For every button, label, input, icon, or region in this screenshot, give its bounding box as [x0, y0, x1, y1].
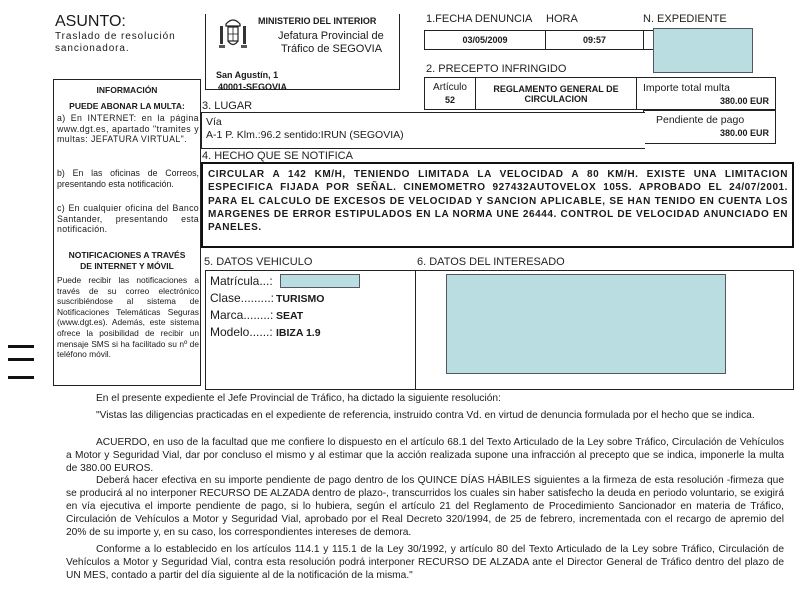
- resolution-appeal: Conforme a lo establecido en los artículos 114.1 y 115.1 de la Ley 30/1992, y artículo 80 del Texto Articulado de la Ley sobre Tráfico, Circulación de Vehículos a Motor y Seguridad Vial, contra esta resolución podrá interponer RECURSO DE ALZADA ante el Director General de Tráfico dentro del plazo de UN MES, contado a partir del día siguiente al de la notificación de la misma.": [66, 544, 784, 581]
- fecha-value: 03/05/2009: [425, 31, 546, 49]
- ministry-title: MINISTERIO DEL INTERIOR: [258, 16, 377, 26]
- hecho-label: 4. HECHO QUE SE NOTIFICA: [202, 150, 353, 162]
- ministry-address-1: San Agustín, 1: [216, 70, 279, 80]
- notif-text: Puede recibir las notificaciones a través de su correo electrónico suscribiéndose al sistema de Notificaciones Telemáticas Seguras (www.dgt.es). Además, este sistema ofrece la posibilidad de recibir un mensaje SMS si ha facilitado su nº de teléfono móvil.: [57, 275, 199, 360]
- hora-label: HORA: [546, 13, 578, 25]
- vehicle-row-clase: Clase.........: TURISMO: [210, 291, 325, 305]
- pendiente-cell: Pendiente de pago 380.00 EUR: [643, 110, 776, 144]
- lugar-line-1: Vía: [206, 116, 222, 128]
- articulo-value: 52: [444, 95, 455, 105]
- resolution-intro: En el presente expediente el Jefe Provincial de Tráfico, ha dictado la siguiente resolución:: [96, 393, 501, 404]
- notif-heading-1: NOTIFICACIONES A TRAVÉS: [68, 250, 186, 260]
- ministry-subtitle-2: Tráfico de SEGOVIA: [281, 43, 383, 55]
- precepto-label: 2. PRECEPTO INFRINGIDO: [426, 63, 567, 75]
- subject-title: ASUNTO:: [55, 13, 126, 30]
- ministry-header: [205, 14, 400, 90]
- margin-mark: [8, 345, 34, 348]
- hora-value: 09:57: [546, 31, 644, 49]
- fecha-label: 1.FECHA DENUNCIA: [426, 13, 533, 25]
- info-panel: [53, 79, 201, 386]
- notif-heading-2: DE INTERNET Y MÓVIL: [80, 261, 174, 271]
- resolution-vistas: "Vistas las diligencias practicadas en el expediente de referencia, instruido contra Vd. en virtud de denuncia formulada por el hecho que se indica.: [96, 410, 755, 421]
- spain-coat-of-arms-icon: [218, 16, 248, 56]
- lugar-box: [201, 112, 645, 149]
- hecho-box: [201, 162, 794, 248]
- redacted-expediente: [653, 28, 753, 73]
- vehiculo-box: [205, 270, 418, 390]
- vehicle-row-matricula: Matrícula...:: [210, 274, 273, 288]
- importe-value: 380.00 EUR: [719, 95, 769, 106]
- margin-mark: [8, 376, 34, 379]
- lugar-line-2: A-1 P. Klm.:96.2 sentido:IRUN (SEGOVIA): [206, 129, 404, 141]
- lugar-label: 3. LUGAR: [202, 100, 253, 112]
- interesado-box: [415, 270, 794, 390]
- pay-option-b: b) En las oficinas de Correos, presentando esta notificación.: [57, 168, 199, 189]
- vehiculo-label: 5. DATOS VEHICULO: [204, 256, 313, 268]
- vehicle-row-marca: Marca........: SEAT: [210, 308, 304, 322]
- info-title: INFORMACIÓN: [96, 85, 158, 95]
- reglamento-cell: REGLAMENTO GENERAL DE CIRCULACION: [476, 78, 637, 109]
- pay-option-a: a) En INTERNET: en la página www.dgt.es, apartado "tramites y multas: JEFATURA VIRTUAL".: [57, 113, 199, 144]
- redacted-matricula: [280, 274, 360, 288]
- pay-heading: PUEDE ABONAR LA MULTA:: [69, 101, 185, 111]
- vehicle-row-modelo: Modelo......: IBIZA 1.9: [210, 325, 321, 339]
- pay-option-c: c) En cualquier oficina del Banco Santander, presentando esta notificación.: [57, 203, 199, 234]
- importe-cell: Importe total multa 380.00 EUR: [637, 78, 775, 109]
- ministry-subtitle-1: Jefatura Provincial de: [278, 30, 384, 42]
- precepto-row: [424, 77, 776, 110]
- hecho-text: CIRCULAR A 142 KM/H, TENIENDO LIMITADA LA VELOCIDAD A 80 KM/H. EXISTE UNA LIMITACION ESPECIFICA FIJADA POR SEÑAL. CINEMOMETRO 927432AUTOVELOX 105S. APROBADO EL 24/07/2001. PARA EL CALCULO DE EXCESOS DE VELOCIDAD Y SANCION APLICABLE, SE HAN TENIDO EN CUENTA LOS MARGENES DE ERROR ESTIPULADOS EN LA NORMA UNE 26444. CONTROL DE VELOCIDAD ANUNCIADO EN PANELES.: [208, 169, 788, 234]
- interesado-label: 6. DATOS DEL INTERESADO: [417, 256, 565, 268]
- resolution-acuerdo: ACUERDO, en uso de la facultad que me confiere lo dispuesto en el artículo 68.1 del Texto Articulado de la Ley sobre Tráfico, Circulación de Vehículos a Motor y Seguridad Vial, dar por concluso el mismo y al estimar que la acción realizada supone una infracción al precepto que se indica, imponerle la multa de 380.00 EUROS.: [66, 437, 784, 474]
- resolution-payment: Deberá hacer efectiva en su importe pendiente de pago dentro de los QUINCE DÍAS HÁBILES siguientes a la firmeza de esta resolución -firmeza que se producirá al no interponer RECURSO DE ALZADA dentro de plazo-, transcurridos los cuales sin haber satisfecho la deuda en periodo voluntario, se exigirá en vía ejecutiva el importe pendiente de pago, si lo hubiera, según el artículo 21 del Reglamento de Procedimiento Sancionador en materia de Tráfico, Circulación de Vehículos a Motor y Seguridad Vial, aprobado por el Real Decreto 320/1994, de 25 de febrero, incrementada con el recargo de apremio del 20% de su importe y, en su caso, los correspondientes intereses de demora.: [66, 475, 784, 538]
- expediente-label: N. EXPEDIENTE: [643, 13, 727, 25]
- subject-text: Traslado de resolución sancionadora.: [55, 31, 176, 54]
- ministry-address-2: 40001-SEGOVIA: [218, 82, 288, 92]
- redacted-interesado: [446, 274, 726, 374]
- margin-mark: [8, 358, 34, 361]
- pendiente-value: 380.00 EUR: [719, 128, 769, 138]
- articulo-cell: Artículo 52: [425, 78, 476, 109]
